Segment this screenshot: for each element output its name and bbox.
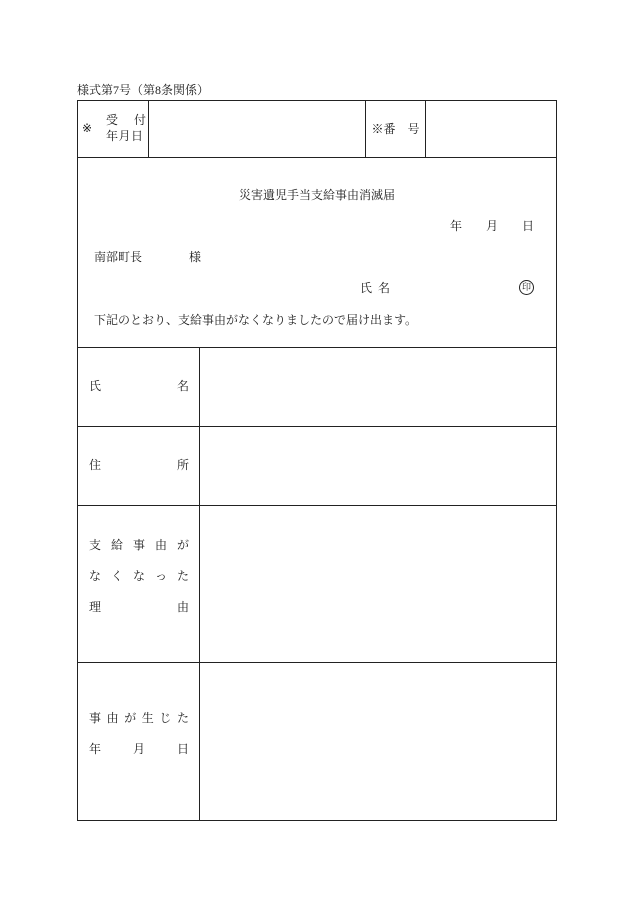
- occurrence-date-field[interactable]: [199, 662, 557, 821]
- label-char: 支: [89, 538, 102, 552]
- label-char: 生: [141, 711, 154, 725]
- row-label: [89, 530, 189, 623]
- label-char: 理: [89, 600, 102, 614]
- label-char: 給: [110, 538, 123, 552]
- label-char: た: [176, 711, 189, 725]
- label-char: 日: [176, 742, 189, 756]
- label-char: が: [176, 538, 189, 552]
- form-number: 様式第7号（第8条関係）: [77, 83, 210, 97]
- label-char: じ: [159, 711, 172, 725]
- label-char: 名: [377, 281, 390, 295]
- label-char: 年: [450, 219, 463, 233]
- receipt-label: [106, 112, 146, 128]
- reason-field[interactable]: [199, 505, 557, 663]
- name-label: [89, 371, 189, 402]
- name-field[interactable]: [199, 347, 557, 427]
- label-char: 月: [132, 742, 145, 756]
- reason-label-line: [89, 561, 189, 592]
- label-char: 月: [118, 129, 131, 143]
- receipt-date-label: [106, 128, 143, 144]
- occurrence-date-label-cell: [77, 662, 200, 821]
- label-char: 事: [132, 538, 145, 552]
- reference-number-label-cell: [365, 100, 426, 158]
- label-char: 受: [106, 113, 119, 127]
- label-char: く: [110, 569, 123, 583]
- applicant-name-label: [360, 280, 390, 296]
- label-char: 事: [89, 711, 102, 725]
- notification-section: [77, 157, 557, 348]
- receipt-date-field[interactable]: [148, 100, 366, 158]
- label-char: 住: [89, 458, 102, 472]
- occurrence-date-label-line: [89, 703, 189, 734]
- label-char: 日: [130, 129, 143, 143]
- reason-label-line: [89, 530, 189, 561]
- submission-date: [450, 218, 534, 234]
- receipt-date-label-cell: [77, 100, 149, 158]
- label-char: 月: [485, 219, 498, 233]
- declaration-text: 下記のとおり、支給事由がなくなりましたので届け出ます。: [94, 313, 418, 327]
- label-char: な: [132, 569, 145, 583]
- address-label: [89, 450, 189, 481]
- label-char: 日: [521, 219, 534, 233]
- reason-label-cell: [77, 505, 200, 663]
- reason-label-line: [89, 592, 189, 623]
- row-label: [89, 703, 189, 765]
- seal-mark: 印: [519, 280, 534, 295]
- reference-number-field[interactable]: [425, 100, 557, 158]
- label-char: 所: [176, 458, 189, 472]
- note-mark: ※: [82, 121, 93, 135]
- label-char: が: [124, 711, 137, 725]
- name-label-cell: [77, 347, 200, 427]
- addressee: 南部町長: [94, 250, 143, 264]
- address-field[interactable]: [199, 426, 557, 506]
- row-label: [89, 371, 189, 402]
- form-title: 災害遺児手当支給事由消滅届: [238, 188, 395, 202]
- label-char: 氏: [360, 281, 373, 295]
- occurrence-date-label-line: [89, 734, 189, 765]
- label-char: 年: [89, 742, 102, 756]
- label-char: な: [89, 569, 102, 583]
- label-char: 由: [154, 538, 167, 552]
- row-label: [89, 450, 189, 481]
- label-char: 氏: [89, 379, 102, 393]
- label-char: っ: [154, 569, 167, 583]
- label-char: 由: [106, 711, 119, 725]
- label-char: 年: [106, 129, 119, 143]
- label-char: た: [176, 569, 189, 583]
- address-label-cell: [77, 426, 200, 506]
- label-char: 由: [176, 600, 189, 614]
- label-char: 付: [133, 113, 146, 127]
- reference-number-label: ※番 号: [371, 122, 420, 136]
- honorific: 様: [189, 250, 202, 264]
- label-char: 名: [176, 379, 189, 393]
